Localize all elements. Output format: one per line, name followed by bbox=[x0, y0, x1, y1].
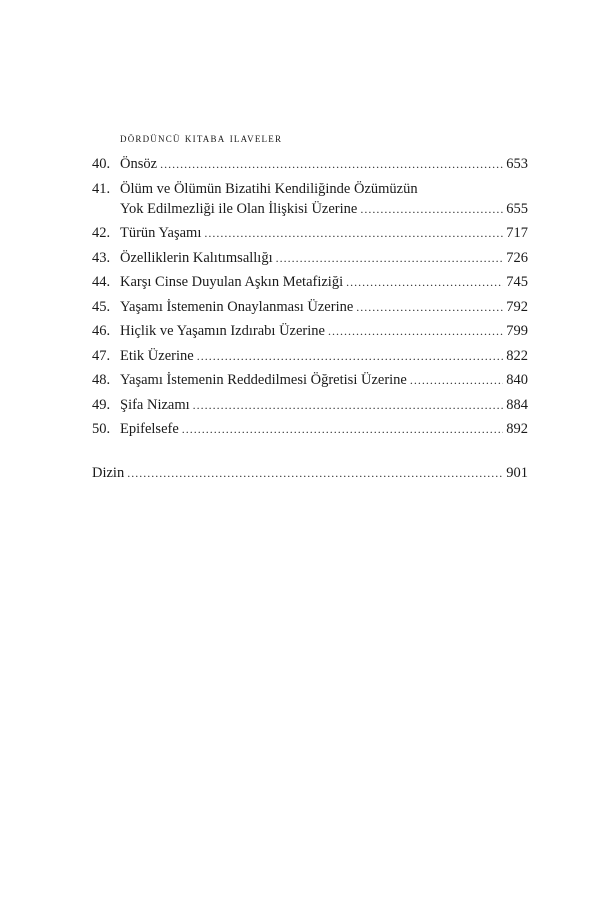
table-of-contents bbox=[92, 154, 528, 444]
entry-title: Önsöz bbox=[120, 156, 158, 172]
entry-title: Yaşamı İstemenin Onaylanması Üzerine bbox=[120, 298, 354, 315]
entry-title: Karşı Cinse Duyulan Aşkın Metafiziği bbox=[120, 274, 344, 290]
entry-page: 653 bbox=[506, 156, 528, 172]
entry-title: Özelliklerin Kalıtımsallığı bbox=[120, 249, 273, 266]
leader-dots bbox=[276, 248, 504, 268]
index-page: 901 bbox=[506, 465, 528, 481]
entry-page: 892 bbox=[506, 421, 528, 437]
entry-number: 49. bbox=[92, 396, 111, 413]
toc-entry-43 bbox=[92, 248, 528, 268]
entry-page: 799 bbox=[506, 323, 528, 339]
entry-number: 43. bbox=[92, 249, 111, 266]
toc-entry-48 bbox=[92, 370, 528, 390]
leader-dots bbox=[193, 395, 504, 415]
leader-dots bbox=[346, 272, 503, 292]
entry-number: 50. bbox=[92, 421, 111, 437]
entry-number: 48. bbox=[92, 372, 111, 388]
entry-page: 792 bbox=[506, 298, 528, 315]
toc-entry-42 bbox=[92, 223, 528, 243]
leader-dots bbox=[182, 419, 503, 439]
entry-page: 745 bbox=[506, 274, 528, 290]
leader-dots bbox=[360, 199, 503, 219]
entry-title: Yaşamı İstemenin Reddedilmesi Öğretisi Üzerine bbox=[120, 372, 407, 388]
entry-page: 655 bbox=[506, 200, 528, 217]
entry-number: 40. bbox=[92, 156, 111, 172]
leader-dots bbox=[197, 346, 504, 366]
leader-dots bbox=[127, 463, 503, 483]
leader-dots bbox=[328, 321, 503, 341]
entry-title: Yok Edilmezliği ile Olan İlişkisi Üzerine bbox=[120, 200, 358, 217]
entry-page: 726 bbox=[506, 249, 528, 266]
leader-dots bbox=[204, 223, 503, 243]
toc-entry-40 bbox=[92, 154, 528, 174]
entry-title: Etik Üzerine bbox=[120, 347, 194, 364]
entry-number: 45. bbox=[92, 298, 111, 315]
toc-entry-index bbox=[92, 463, 528, 483]
toc-entry-46 bbox=[92, 321, 528, 341]
section-heading: dördüncü kitaba ilaveler bbox=[120, 131, 283, 145]
entry-page: 840 bbox=[506, 372, 528, 388]
toc-entry-47 bbox=[92, 346, 528, 366]
entry-number: 41. bbox=[92, 180, 111, 197]
leader-dots bbox=[356, 297, 503, 317]
entry-number: 46. bbox=[92, 323, 111, 339]
entry-page: 822 bbox=[506, 347, 528, 364]
entry-title-line-1: Ölüm ve Ölümün Bizatihi Kendiliğinde Özümüzün bbox=[120, 180, 418, 197]
entry-number: 47. bbox=[92, 347, 111, 364]
entry-page: 884 bbox=[506, 396, 528, 413]
entry-title: Hiçlik ve Yaşamın Izdırabı Üzerine bbox=[120, 323, 325, 339]
toc-entry-50 bbox=[92, 419, 528, 439]
entry-page: 717 bbox=[506, 225, 528, 241]
leader-dots bbox=[160, 154, 503, 174]
entry-title: Şifa Nizamı bbox=[120, 396, 190, 413]
toc-entry-45 bbox=[92, 297, 528, 317]
entry-title: Türün Yaşamı bbox=[120, 225, 202, 241]
entry-number: 44. bbox=[92, 274, 111, 290]
toc-entry-49 bbox=[92, 395, 528, 415]
index-title: Dizin bbox=[92, 465, 125, 481]
entry-title: Epifelsefe bbox=[120, 421, 179, 437]
leader-dots bbox=[410, 370, 503, 390]
toc-entry-44 bbox=[92, 272, 528, 292]
entry-number: 42. bbox=[92, 225, 111, 241]
toc-entry-41 bbox=[92, 179, 528, 219]
